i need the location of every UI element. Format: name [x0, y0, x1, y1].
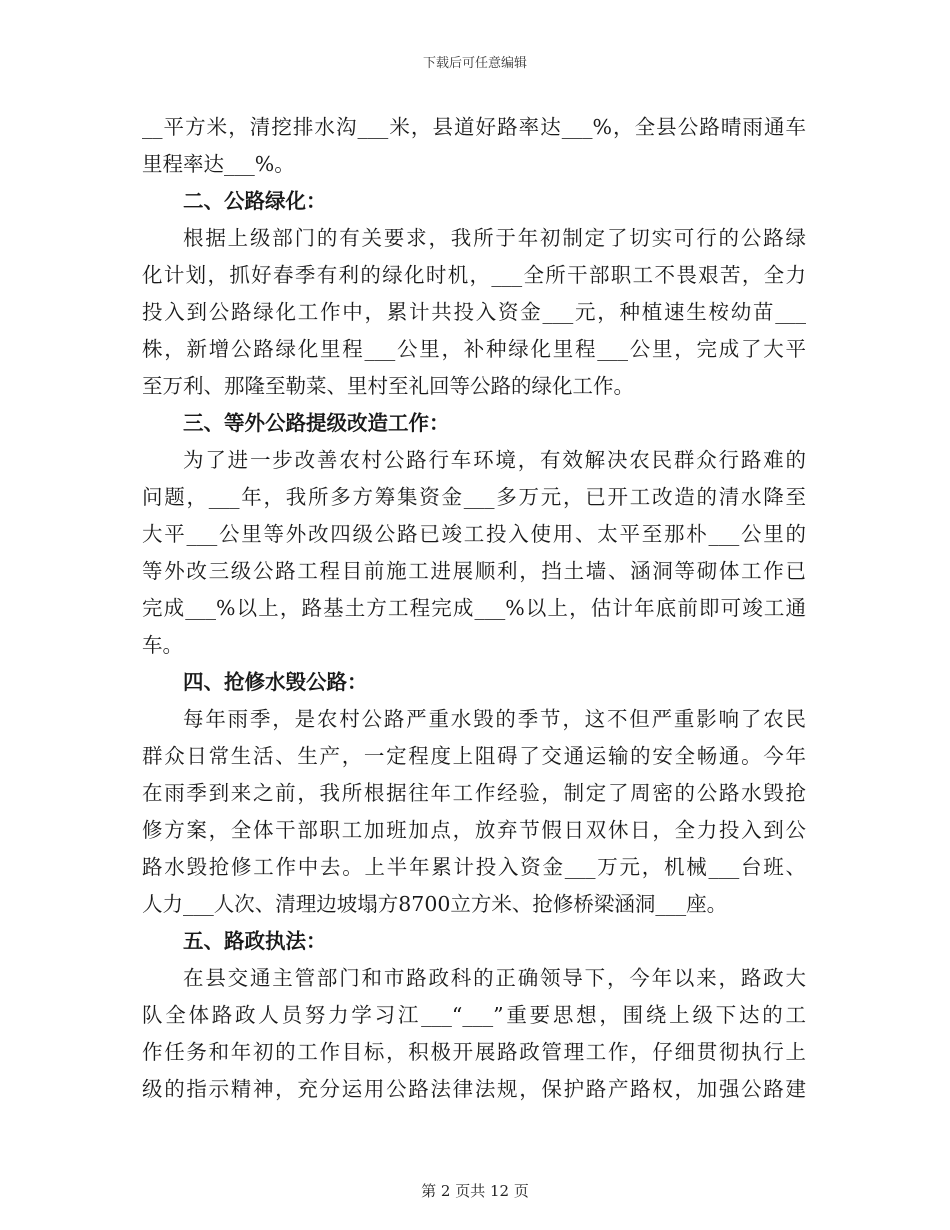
text-line: 修方案，全体干部职工加班加点，放弃节假日双休日，全力投入到公: [142, 818, 806, 842]
text-line: __平方米，清挖排水沟___米，县道好路率达___%，全县公路晴雨通车: [142, 115, 806, 139]
section-heading: 二、公路绿化：: [183, 189, 327, 213]
text-line: 根据上级部门的有关要求，我所于年初制定了切实可行的公路绿: [183, 226, 806, 250]
section-heading: 三、等外公路提级改造工作：: [183, 411, 450, 435]
text-line: 群众日常生活、生产，一定程度上阻碍了交通运输的安全畅通。今年: [142, 744, 806, 768]
text-line: 问题，___年，我所多方筹集资金___多万元，已开工改造的清水降至: [142, 485, 806, 509]
text-line: 为了进一步改善农村公路行车环境，有效解决农民群众行路难的: [183, 448, 806, 472]
text-line: 路水毁抢修工作中去。上半年累计投入资金___万元，机械___台班、: [142, 855, 806, 879]
text-line: 车。: [142, 633, 183, 657]
text-line: 至万利、那隆至勒菜、里村至礼回等公路的绿化工作。: [142, 374, 634, 398]
text-line: 化计划，抓好春季有利的绿化时机，___全所干部职工不畏艰苦，全力: [142, 263, 806, 287]
text-line: 在县交通主管部门和市路政科的正确领导下，今年以来，路政大: [183, 966, 806, 990]
text-line: 队全体路政人员努力学习江___“___”重要思想，围绕上级下达的工: [142, 1003, 806, 1027]
text-line: 作任务和年初的工作目标，积极开展路政管理工作，仔细贯彻执行上: [142, 1040, 806, 1064]
page-footer: 第 2 页共 12 页: [421, 1182, 529, 1200]
text-line: 大平___公里等外改四级公路已竣工投入使用、太平至那朴___公里的: [142, 522, 806, 546]
text-line: 株，新增公路绿化里程___公里，补种绿化里程___公里，完成了大平: [142, 337, 806, 361]
text-line: 在雨季到来之前，我所根据往年工作经验，制定了周密的公路水毁抢: [142, 781, 806, 805]
text-line: 等外改三级公路工程目前施工进展顺利，挡土墙、涵洞等砌体工作已: [142, 559, 806, 583]
text-line: 级的指示精神，充分运用公路法律法规，保护路产路权，加强公路建: [142, 1077, 806, 1101]
page-header: 下载后可任意编辑: [422, 56, 527, 71]
section-heading: 四、抢修水毁公路：: [183, 670, 368, 694]
text-line: 每年雨季，是农村公路严重水毁的季节，这不但严重影响了农民: [183, 707, 806, 731]
text-line: 人力___人次、清理边坡塌方8700立方米、抢修桥梁涵洞___座。: [142, 892, 728, 916]
document-body: [142, 109, 806, 1108]
text-line: 完成___%以上，路基土方工程完成___%以上，估计年底前即可竣工通: [142, 596, 806, 620]
text-line: 投入到公路绿化工作中，累计共投入资金___元，种植速生桉幼苗___: [142, 300, 806, 324]
section-heading: 五、路政执法：: [183, 929, 327, 953]
text-line: 里程率达___%。: [142, 152, 295, 176]
